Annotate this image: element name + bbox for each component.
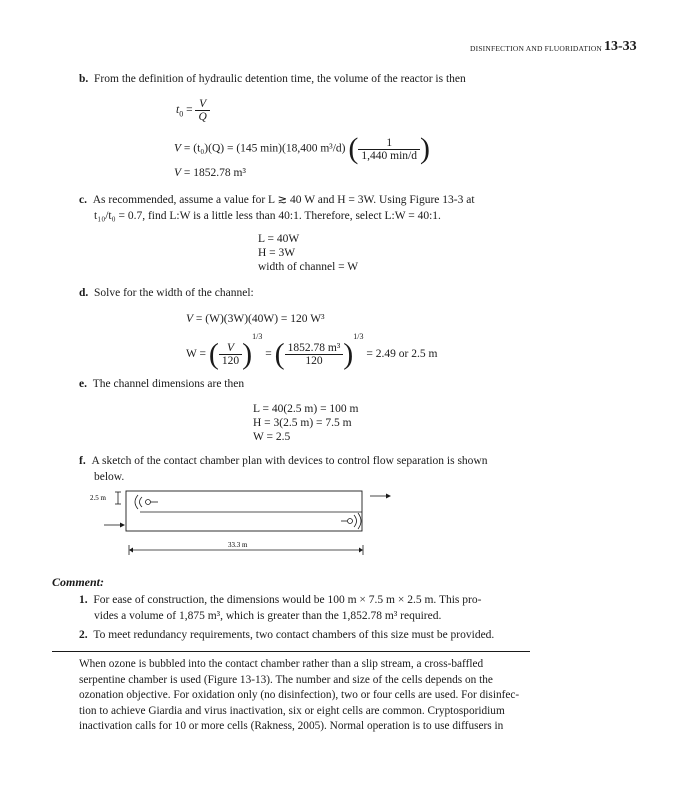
diffuser-right-arc-outer	[358, 513, 361, 529]
step-text: Solve for the width of the channel:	[94, 287, 254, 299]
paragraph-line: When ozone is bubbled into the contact chamber rather than a slip stream, a cross-baffled	[79, 658, 484, 670]
item-line1: To meet redundancy requirements, two contact chambers of this size must be provided.	[93, 629, 495, 641]
inflow-arrowhead	[120, 523, 125, 528]
step-label: c.	[79, 194, 87, 206]
equation-volume-result	[174, 167, 246, 179]
step-b	[79, 71, 466, 87]
width-label: 2.5 m	[90, 494, 106, 502]
eq-rhs: = (W)(3W)(40W) = 120 W³	[195, 313, 325, 325]
fraction-numerator: V	[219, 342, 242, 355]
step-label: d.	[79, 287, 89, 299]
step-text: The channel dimensions are then	[92, 378, 245, 390]
page-number: 13-33	[604, 39, 637, 54]
eq-sign: =	[186, 104, 193, 117]
right-paren: )	[419, 132, 430, 165]
fraction-denominator: 1,440 min/d	[361, 149, 417, 162]
fraction	[195, 98, 209, 123]
step-label: e.	[79, 378, 87, 390]
comment-item-2	[79, 627, 534, 643]
eq-line-2: H = 3(2.5 m) = 7.5 m	[253, 417, 352, 429]
fraction	[285, 342, 344, 367]
equation-width	[186, 332, 437, 369]
left-paren: (	[348, 132, 359, 165]
length-arrowhead-right	[359, 548, 363, 553]
outflow-arrowhead	[386, 494, 391, 499]
exponent: 1/3	[252, 332, 263, 341]
eq-lhs: V	[174, 167, 182, 179]
step-d	[79, 285, 254, 301]
step-text-line2: below.	[94, 471, 125, 483]
exponent: 1/3	[353, 332, 364, 341]
eq-lhs: W =	[186, 348, 207, 360]
step-c	[79, 192, 534, 224]
eq-lhs: t	[176, 104, 180, 117]
step-label: f.	[79, 455, 86, 467]
step-e	[79, 376, 244, 392]
paragraph-line: tion to achieve Giardia and virus inactivation, six or eight cells are common. Cryptosporidium	[79, 704, 505, 717]
equation-volume	[174, 134, 430, 164]
eq-rhs: = (t₀)(Q) = (145 min)(18,400 m³/d)	[183, 142, 346, 155]
comment-heading: Comment:	[52, 575, 105, 589]
eq-line-1: L = 40W	[258, 233, 300, 245]
eq-rhs: = 1852.78 m³	[183, 167, 246, 179]
fraction-denominator: 120	[305, 354, 323, 367]
step-text-line1: As recommended, assume a value for L ≳ 40 W and H = 3W. Using Figure 13-3 at	[92, 194, 475, 206]
fraction-denominator: 120	[221, 354, 240, 367]
comment-item-1	[79, 592, 534, 624]
left-paren: (	[208, 337, 219, 371]
paragraph-line: inactivation calls for 10 or more cells (Rakness, 2005). Normal operation is to use diffusers in	[79, 720, 504, 732]
equation-set-c	[258, 232, 358, 274]
running-title: DISINFECTION AND FLUORIDATION	[470, 44, 603, 53]
diffuser-left-icon	[146, 500, 151, 505]
fraction-denominator: Q	[198, 111, 207, 123]
contact-chamber-sketch	[86, 485, 406, 565]
diffuser-right-icon	[348, 519, 353, 524]
fraction	[358, 137, 420, 162]
right-paren: )	[343, 337, 354, 371]
eq-line-3: width of channel = W	[258, 261, 359, 273]
fraction-numerator: 1	[358, 137, 420, 150]
equation-set-e	[253, 402, 359, 444]
step-f	[79, 453, 534, 485]
eq-line-2: H = 3W	[258, 247, 296, 259]
eq-sign: =	[265, 348, 272, 360]
length-label: 33.3 m	[228, 541, 248, 549]
fraction-numerator: 1852.78 m³	[285, 342, 344, 355]
length-arrowhead-left	[129, 548, 133, 553]
eq-lhs: V	[174, 142, 182, 155]
body-paragraph	[79, 657, 531, 735]
eq-line-3: W = 2.5	[253, 431, 291, 443]
diffuser-left-arc-outer	[135, 495, 138, 509]
right-paren: )	[242, 337, 253, 371]
fraction	[219, 342, 242, 367]
fraction-numerator: V	[195, 98, 209, 111]
step-text: From the definition of hydraulic detention time, the volume of the reactor is then	[94, 73, 466, 85]
item-number: 2.	[79, 629, 88, 641]
eq-result: = 2.49 or 2.5 m	[366, 348, 438, 360]
item-line2: vides a volume of 1,875 m³, which is greater than the 1,852.78 m³ required.	[94, 610, 442, 622]
diffuser-right-arc-inner	[354, 515, 357, 527]
item-line1: For ease of construction, the dimensions would be 100 m × 7.5 m × 2.5 m. This pro-	[93, 594, 482, 606]
item-number: 1.	[79, 594, 88, 606]
diffuser-left-arc-inner	[140, 497, 143, 507]
paragraph-line: ozonation objective. For oxidation only (no disinfection), two or four cells are used. For disinfec-	[79, 689, 520, 701]
eq-line-1: L = 40(2.5 m) = 100 m	[253, 403, 359, 415]
step-label: b.	[79, 73, 89, 85]
section-divider	[52, 651, 530, 652]
left-paren: (	[274, 337, 285, 371]
paragraph-line: serpentine chamber is used (Figure 13-13). The number and size of the cells depends on the	[79, 673, 493, 686]
step-text-line2: t₁₀/t₀ = 0.7, find L:W is a little less than 40:1. Therefore, select L:W = 40:1.	[94, 210, 441, 222]
chamber-outline	[126, 491, 362, 531]
equation-detention	[176, 98, 210, 123]
eq-lhs: V	[186, 313, 194, 325]
equation-volume-w	[186, 313, 325, 325]
eq-lhs-sub: 0	[179, 109, 184, 119]
step-text-line1: A sketch of the contact chamber plan with devices to control flow separation is shown	[91, 455, 488, 467]
